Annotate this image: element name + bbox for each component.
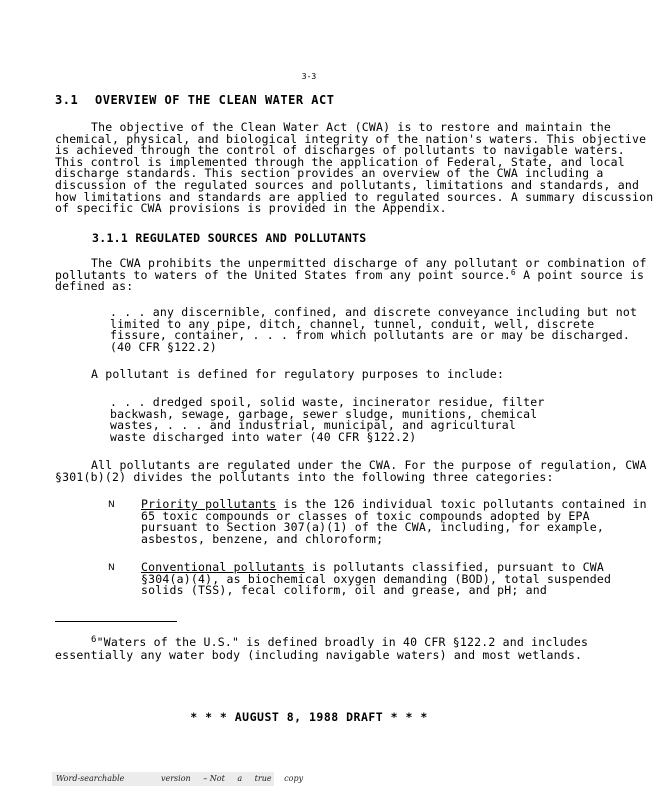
footnote-reference[interactable]: 6 bbox=[510, 267, 516, 277]
watermark-banner: Word-searchable version – Not a true copy bbox=[52, 772, 274, 786]
bullet-marker: N bbox=[108, 563, 115, 573]
footnote-number: 6 bbox=[91, 635, 97, 645]
pollutant-definition-quote: . . . dredged spoil, solid waste, incinerator residue, filter backwash, sewage, garbage, sewer sludge, munitions, chemical wastes, . . . and industrial, municipal, and agricultural waste discharged into water (40 CFR §122.2) bbox=[110, 395, 545, 444]
draft-label: * * * AUGUST 8, 1988 DRAFT * * * bbox=[190, 710, 428, 724]
subsection-title: REGULATED SOURCES AND POLLUTANTS bbox=[135, 231, 367, 245]
bullet-text: Priority pollutants is the 126 individual toxic pollutants contained in 65 toxic compounds or classes of toxic compounds adopted by EPA pursuant to Section 307(a)(1) of the CWA, including, for example, asbestos, benzene, and chloroform; bbox=[141, 497, 647, 546]
subsection-number: 3.1.1 bbox=[92, 231, 129, 245]
bullet-term: Priority pollutants bbox=[141, 497, 277, 511]
point-source-definition-quote: . . . any discernible, confined, and discrete conveyance including but not limited to any pipe, ditch, channel, tunnel, conduit, well, discrete fissure, container, . . . from which pollutants are or may be discharged. (40 CFR §122.2) bbox=[110, 305, 638, 354]
pollutant-intro: A pollutant is defined for regulatory purposes to include: bbox=[91, 367, 505, 381]
footnote: $^6$"Waters of the U.S." is defined broadly in 40 CFR §122.2 and includes essentially any water body (including navigable waters) and most wetlands. bbox=[55, 635, 589, 662]
bullet-term: Conventional pollutants bbox=[141, 560, 305, 574]
point-source-paragraph: The CWA prohibits the unpermitted discharge of any pollutant or combination of pollutants to waters of the United States from any point source.$^6$ A point source is defined as: bbox=[55, 256, 647, 294]
regulation-paragraph: All pollutants are regulated under the CWA. For the purpose of regulation, CWA §301(b)(2) divides the pollutants into the following three categories: bbox=[55, 458, 647, 484]
page-number: 3-3 bbox=[301, 72, 317, 81]
intro-paragraph: The objective of the Clean Water Act (CWA) is to restore and maintain the chemical, physical, and biological integrity of the nation's waters. This objective is achieved through the control of discharges of pollutants to navigable waters. This control is implemented through the application of Federal, State, and local discharge standards. This section provides an overview of the CWA including a discussion of the regulated sources and pollutants, limitations and standards, and how limitations and standards are applied to regulated sources. A summary discussion of specific CWA provisions is provided in the Appendix. bbox=[55, 120, 653, 216]
section-title: OVERVIEW OF THE CLEAN WATER ACT bbox=[95, 93, 335, 107]
section-number: 3.1 bbox=[55, 93, 79, 107]
subsection-heading bbox=[92, 231, 367, 245]
section-heading bbox=[55, 93, 334, 107]
bullet-text: Conventional pollutants is pollutants classified, pursuant to CWA §304(a)(4), as biochemical oxygen demanding (BOD), total suspended solids (TSS), fecal coliform, oil and grease, and pH; and bbox=[141, 560, 612, 598]
footnote-divider bbox=[55, 621, 177, 622]
bullet-marker: N bbox=[108, 500, 115, 510]
